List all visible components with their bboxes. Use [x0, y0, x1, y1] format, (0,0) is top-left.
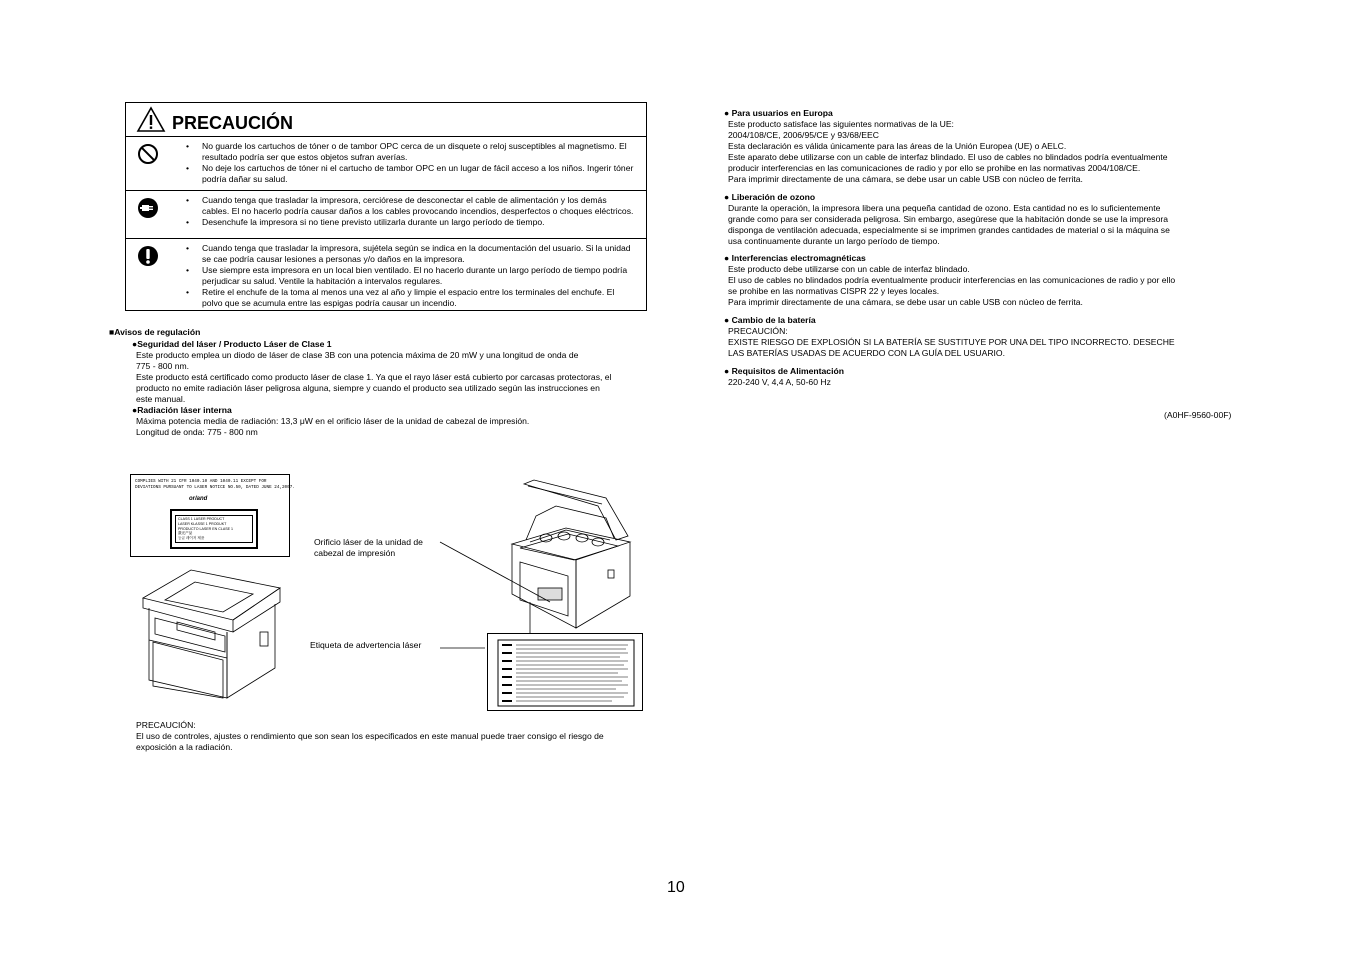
bottom-caution	[136, 720, 604, 753]
text-line: este manual.	[136, 394, 186, 404]
text-line: producir interferencias en las comunicaciones de radio y por ello se prohibe en las normativas 2004/108/CE.	[728, 163, 1141, 173]
right-section-battery	[724, 315, 1175, 359]
document-code: (A0HF-9560-00F)	[1164, 410, 1232, 420]
label-or: or/and	[189, 496, 208, 502]
caution-list	[186, 141, 636, 185]
caution-item: • Use siempre esta impresora en un local bien ventilado. El no hacerlo durante un largo período de tiempo podría perjudicar su salud. Ventile la habitación a intervalos regulares.	[186, 265, 636, 287]
text-line: LAS BATERÍAS USADAS DE ACUERDO CON LA GUÍA DEL USUARIO.	[728, 348, 1005, 358]
caution-title: PRECAUCIÓN	[172, 113, 294, 133]
caution-row	[126, 191, 646, 239]
right-section-emi	[724, 253, 1175, 308]
section-heading: ● Interferencias electromagnéticas	[724, 253, 866, 263]
section-heading: ● Para usuarios en Europa	[724, 108, 833, 118]
text-line: Este producto emplea un diodo de láser de clase 3B con una potencia máxima de 20 mW y una longitud de onda de	[136, 350, 579, 360]
text-line: se prohibe en las normativas CISPR 22 y leyes locales.	[728, 286, 940, 296]
text-line: producto no emite radiación láser peligrosa alguna, siempre y cuando el producto sea utilizado según las instrucciones en	[136, 383, 600, 393]
text-line: Este producto satisface las siguientes normativas de la UE:	[728, 119, 954, 129]
label-line: DEVIATIONS PURSUANT TO LASER NOTICE NO.50, DATED JUNE 24,2007.	[135, 484, 295, 490]
exclamation-icon	[137, 245, 159, 267]
regulation-heading: ■Avisos de regulación	[109, 327, 201, 337]
radiation-text	[136, 416, 529, 438]
warning-triangle-icon	[136, 106, 166, 133]
text-line: disponga de ventilación adecuada, especialmente si se imprimen grandes cantidades de material o si la máquina se	[728, 225, 1170, 235]
text-line: Para imprimir directamente de una cámara, se debe usar un cable USB con núcleo de ferrita.	[728, 174, 1083, 184]
page-number: 10	[667, 879, 685, 896]
text-line: Máxima potencia media de radiación: 13,3 μW en el orificio láser de la unidad de cabezal de impresión.	[136, 416, 530, 426]
caution-item: • Retire el enchufe de la toma al menos una vez al año y limpie el espacio entre los terminales del enchufe. El polvo que se acumula entre las espigas podría causar un incendio.	[186, 287, 636, 309]
text-line: El uso de controles, ajustes o rendimiento que son sean los especificados en este manual puede traer consigo el riesgo de	[136, 731, 604, 741]
prohibition-icon	[137, 143, 159, 165]
text-line: PRECAUCIÓN:	[728, 326, 788, 336]
caution-row	[126, 239, 646, 313]
caution-item: • Cuando tenga que trasladar la impresora, sujétela según se indica en la documentación del usuario. Si la unidad se cae podría causar lesiones a personas y/o daños en la impresora.	[186, 243, 636, 265]
text-line: Esta declaración es válida únicamente para las áreas de la Unión Europea (UE) o AELC.	[728, 141, 1067, 151]
label-line: 등급 레이저 제품	[178, 536, 205, 541]
label-line: COMPLIES WITH 21 CFR 1040.10 AND 1040.11 EXCEPT FOR	[135, 479, 267, 484]
certification-label	[130, 474, 295, 557]
right-section-power	[724, 366, 844, 388]
caution-list	[186, 243, 636, 309]
label-line: 激光产品	[178, 531, 193, 536]
text-line: Para imprimir directamente de una cámara, se debe usar un cable USB con núcleo de ferrita.	[728, 297, 1083, 307]
bottom-caution-title: PRECAUCIÓN:	[136, 720, 196, 730]
unplug-icon	[137, 197, 159, 219]
caution-item: • Desenchufe la impresora si no tiene previsto utilizarla durante un largo período de tiempo.	[186, 217, 636, 228]
class1-label	[170, 509, 258, 549]
label-line: PRODUCTO LASER EN CLASE 1	[178, 526, 234, 531]
text-line: Este producto está certificado como producto láser de clase 1. Ya que el rayo láser está cubierto por carcasas protectoras, el	[136, 372, 612, 382]
right-section-ozone	[724, 192, 1170, 247]
text-line: EXISTE RIESGO DE EXPLOSIÓN SI LA BATERÍA SE SUSTITUYE POR UNA DEL TIPO INCORRECTO. DESECHE	[728, 337, 1175, 347]
callout-line: Orificio láser de la unidad de	[314, 537, 423, 547]
section-heading: ● Liberación de ozono	[724, 192, 816, 202]
text-line: Este producto debe utilizarse con un cable de interfaz blindado.	[728, 264, 970, 274]
laser-warning-label-graphic	[488, 634, 644, 712]
right-section-europe	[724, 108, 1168, 185]
caution-list	[186, 195, 636, 228]
laser-warning-label	[487, 633, 643, 711]
text-line: Este aparato debe utilizarse con un cable de interfaz blindado. El uso de cables no blindados podría eventualmente	[728, 152, 1168, 162]
text-line: 2004/108/CE, 2006/95/CE y 93/68/EEC	[728, 130, 879, 140]
label-line: LASER KLASSE 1 PRODUKT	[178, 521, 227, 526]
text-line: Durante la operación, la impresora libera una pequeña cantidad de ozono. Esta cantidad no es lo suficientemente	[728, 203, 1161, 213]
radiation-heading: ●Radiación láser interna	[132, 405, 232, 415]
callout-aperture	[314, 537, 423, 559]
caution-header	[126, 103, 646, 137]
laser-safety-text	[136, 350, 611, 405]
text-line: Longitud de onda: 775 - 800 nm	[136, 427, 258, 437]
section-heading: ● Cambio de la batería	[724, 315, 816, 325]
callout-warning: Etiqueta de advertencia láser	[310, 640, 422, 650]
printer-closed-illustration	[135, 560, 285, 700]
section-heading: ● Requisitos de Alimentación	[724, 366, 844, 376]
text-line: usa continuamente durante un largo período de tiempo.	[728, 236, 940, 246]
text-line: grande como para ser considerada peligrosa. Sin embargo, asegúrese que la habitación donde se use la impresora	[728, 214, 1168, 224]
caution-item: • No deje los cartuchos de tóner ni el cartucho de tambor OPC en un lugar de fácil acceso a los niños. Ingerir tóner podría dañar su salud.	[186, 163, 636, 185]
text-line: El uso de cables no blindados podría eventualmente producir interferencias en las comunicaciones de radio y por ello	[728, 275, 1176, 285]
text-line: 220-240 V, 4,4 A, 50-60 Hz	[728, 377, 831, 387]
label-line: CLASS 1 LASER PRODUCT	[178, 517, 225, 521]
caution-box	[125, 102, 647, 311]
text-line: exposición a la radiación.	[136, 742, 233, 752]
caution-item: • Cuando tenga que trasladar la impresora, cerciórese de desconectar el cable de alimentación y los demás cables. El no hacerlo podría causar daños a los cables provocando incendios, desperfectos o choques eléctricos.	[186, 195, 636, 217]
callout-line: cabezal de impresión	[314, 548, 396, 558]
text-line: 775 - 800 nm.	[136, 361, 190, 371]
laser-safety-heading: ●Seguridad del láser / Producto Láser de Clase 1	[132, 339, 332, 349]
caution-row	[126, 137, 646, 191]
caution-item: • No guarde los cartuchos de tóner o de tambor OPC cerca de un disquete o reloj susceptibles al magnetismo. El resultado podría ser que estos objetos sufran averías.	[186, 141, 636, 163]
